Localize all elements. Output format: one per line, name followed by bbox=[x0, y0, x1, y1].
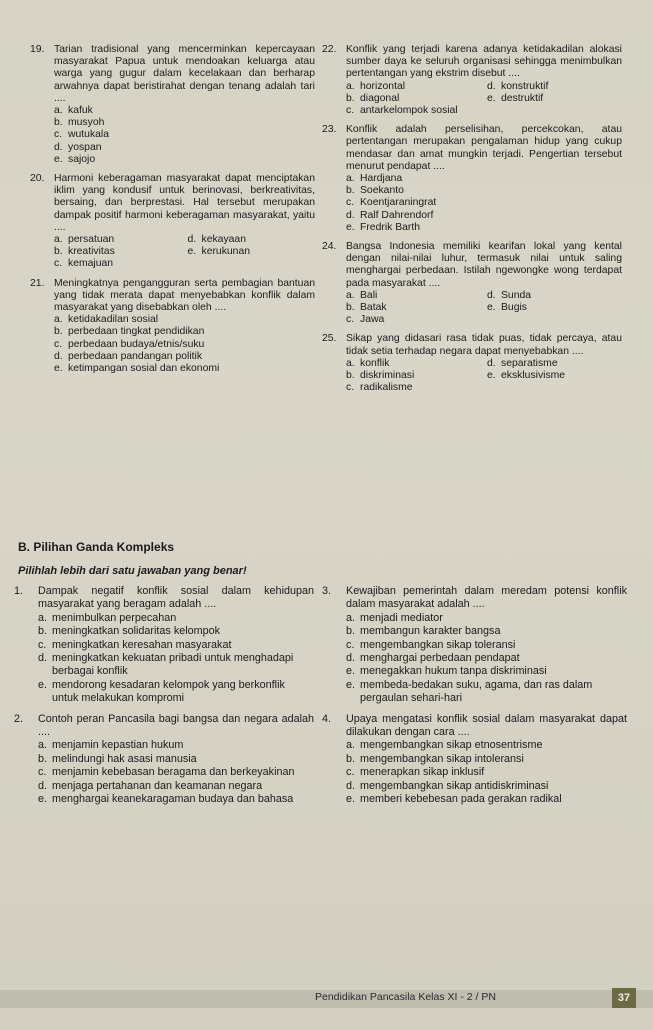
option-text: diagonal bbox=[360, 92, 400, 104]
option-letter: d. bbox=[38, 652, 48, 665]
option-list bbox=[346, 612, 627, 706]
option-letter: b. bbox=[54, 326, 63, 338]
answer-option bbox=[188, 246, 316, 258]
answer-option bbox=[346, 358, 481, 370]
option-letter: a. bbox=[54, 105, 63, 117]
question-stem bbox=[30, 173, 315, 234]
section-b-instruction: Pilihlah lebih dari satu jawaban yang benar! bbox=[18, 565, 247, 577]
option-text: memberi kebebesan pada gerakan radikal bbox=[360, 793, 562, 806]
answer-option bbox=[54, 154, 315, 166]
question-stem bbox=[322, 44, 622, 81]
option-letter: b. bbox=[38, 625, 48, 638]
option-text: menghargai keanekaragaman budaya dan bahasa bbox=[52, 793, 294, 806]
option-text: musyoh bbox=[68, 117, 105, 129]
option-text: mendorong kesadaran kelompok yang berkonflik untuk melakukan kompromi bbox=[52, 678, 285, 705]
answer-option bbox=[54, 314, 315, 326]
section-b-title: B. Pilihan Ganda Kompleks bbox=[18, 540, 175, 554]
question-stem bbox=[322, 333, 622, 357]
option-text: meningkatkan solidaritas kelompok bbox=[52, 625, 221, 638]
page-number: 37 bbox=[612, 988, 636, 1008]
answer-option bbox=[346, 314, 481, 326]
answer-option bbox=[346, 766, 627, 779]
answer-option bbox=[38, 652, 314, 679]
option-letter: e. bbox=[54, 153, 63, 165]
option-list bbox=[38, 612, 314, 706]
footer-text: Pendidikan Pancasila Kelas XI - 2 / PN bbox=[315, 991, 496, 1003]
answer-option bbox=[346, 370, 481, 382]
option-grid bbox=[346, 358, 622, 395]
option-letter: b. bbox=[346, 625, 356, 638]
answer-option bbox=[346, 210, 622, 222]
option-letter: a. bbox=[346, 357, 355, 369]
option-letter: d. bbox=[487, 357, 496, 369]
option-text: diskriminasi bbox=[360, 370, 415, 382]
option-letter: a. bbox=[54, 314, 63, 326]
option-text: wutukala bbox=[68, 129, 110, 141]
answer-option bbox=[54, 105, 315, 117]
answer-option bbox=[38, 639, 314, 652]
option-letter: b. bbox=[346, 185, 355, 197]
answer-option bbox=[346, 753, 627, 766]
option-text: kemajuan bbox=[68, 258, 114, 270]
answer-option bbox=[38, 753, 314, 766]
answer-option bbox=[346, 382, 481, 394]
answer-option bbox=[346, 173, 622, 185]
answer-option bbox=[54, 234, 182, 246]
option-text: menghargai perbedaan pendapat bbox=[360, 652, 520, 665]
option-letter: c. bbox=[54, 258, 63, 270]
option-letter: b. bbox=[38, 752, 48, 765]
question-stem bbox=[322, 713, 627, 740]
answer-option bbox=[38, 766, 314, 779]
answer-option bbox=[346, 222, 622, 234]
option-letter: c. bbox=[346, 197, 355, 209]
option-letter: a. bbox=[346, 80, 355, 92]
option-letter: c. bbox=[54, 338, 63, 350]
answer-option bbox=[54, 246, 182, 258]
option-text: Fredrik Barth bbox=[360, 221, 421, 233]
question-stem bbox=[14, 713, 314, 740]
option-text: mengembangkan sikap intoleransi bbox=[360, 752, 524, 765]
question-number: 22. bbox=[322, 44, 337, 55]
option-letter: c. bbox=[38, 766, 47, 779]
option-letter: a. bbox=[54, 234, 63, 246]
answer-option bbox=[38, 793, 314, 806]
option-letter: d. bbox=[487, 289, 496, 301]
section-b-left-column bbox=[14, 585, 314, 814]
option-letter: e. bbox=[487, 370, 496, 382]
option-text: antarkelompok sosial bbox=[360, 105, 458, 117]
option-letter: c. bbox=[346, 638, 355, 651]
answer-option bbox=[487, 302, 622, 314]
option-text: Bugis bbox=[501, 302, 527, 314]
question-stem bbox=[322, 241, 622, 290]
question-text: Konflik adalah perselisihan, percekcokan, atau pertentangan merupakan pengalaman hidup yang cukup mendasar dan amat mungkin terjadi. Pengertian tersebut menurut pendapat .... bbox=[346, 124, 622, 172]
option-letter: e. bbox=[346, 793, 356, 806]
answer-option bbox=[346, 793, 627, 806]
answer-option bbox=[54, 351, 315, 363]
answer-option bbox=[54, 363, 315, 375]
option-text: Hardjana bbox=[360, 173, 403, 185]
option-text: kreativitas bbox=[68, 246, 115, 258]
option-letter: d. bbox=[54, 350, 63, 362]
section-a-right-column bbox=[322, 44, 622, 401]
option-letter bbox=[487, 105, 501, 117]
answer-option bbox=[346, 290, 481, 302]
answer-option bbox=[487, 370, 622, 382]
question-item bbox=[14, 585, 314, 706]
answer-option bbox=[346, 665, 627, 678]
question-text: Upaya mengatasi konflik sosial dalam masyarakat dapat dilakukan dengan cara .... bbox=[346, 712, 627, 739]
option-text: radikalisme bbox=[360, 382, 413, 394]
question-item bbox=[322, 44, 622, 117]
option-list bbox=[54, 105, 315, 166]
question-text: Bangsa Indonesia memiliki kearifan lokal yang kental dengan nilai-nilai luhur, termasuk nilai untuk saling menghargai perbedaan. Istilah ngewongke wong terdapat pada masyarakat .... bbox=[346, 241, 622, 289]
option-text: menjaga pertahanan dan keamanan negara bbox=[52, 779, 263, 792]
option-text: mengembangkan sikap antidiskriminasi bbox=[360, 779, 549, 792]
option-text: Sunda bbox=[501, 289, 532, 301]
answer-option bbox=[346, 185, 622, 197]
option-letter: d. bbox=[54, 141, 63, 153]
answer-option bbox=[38, 612, 314, 625]
option-text: meningkatkan kekuatan pribadi untuk menghadapi berbagai konflik bbox=[52, 652, 294, 678]
option-text: perbedaan budaya/etnis/suku bbox=[68, 338, 205, 350]
answer-option bbox=[188, 234, 316, 246]
option-text: ketidakadilan sosial bbox=[68, 314, 159, 326]
option-letter: d. bbox=[487, 80, 496, 92]
option-letter: c. bbox=[38, 638, 47, 651]
option-letter: e. bbox=[346, 221, 355, 233]
option-text: Soekanto bbox=[360, 185, 404, 197]
option-letter: e. bbox=[487, 92, 496, 104]
question-text: Sikap yang didasari rasa tidak puas, tidak percaya, atau tidak setia terhadap negara dapat menyebabkan .... bbox=[346, 333, 622, 357]
option-text: menimbulkan perpecahan bbox=[52, 611, 177, 624]
option-letter: c. bbox=[54, 129, 63, 141]
answer-option bbox=[38, 679, 314, 706]
option-letter: a. bbox=[346, 739, 356, 752]
question-item bbox=[30, 173, 315, 271]
question-item bbox=[322, 333, 622, 394]
question-text: Meningkatnya pengangguran serta pembagian bantuan yang tidak merata dapat menyebabkan konflik dalam masyarakat yang disebabkan oleh .... bbox=[54, 277, 315, 314]
option-letter: e. bbox=[38, 678, 48, 691]
option-letter: d. bbox=[187, 234, 197, 246]
answer-option bbox=[346, 679, 627, 706]
option-letter: b. bbox=[346, 752, 356, 765]
option-list bbox=[346, 739, 627, 806]
section-a-left-column bbox=[30, 44, 315, 382]
option-text: Ralf Dahrendorf bbox=[360, 209, 434, 221]
answer-option bbox=[54, 142, 315, 154]
question-item bbox=[322, 585, 627, 706]
answer-option bbox=[346, 780, 627, 793]
option-text: menerapkan sikap inklusif bbox=[360, 766, 485, 779]
question-text: Kewajiban pemerintah dalam meredam potensi konflik dalam masyarakat adalah .... bbox=[346, 585, 627, 611]
option-letter: d. bbox=[38, 779, 48, 792]
answer-option bbox=[38, 739, 314, 752]
answer-option bbox=[188, 258, 316, 270]
answer-option bbox=[346, 612, 627, 625]
answer-option bbox=[346, 652, 627, 665]
question-stem bbox=[322, 124, 622, 173]
option-letter: b. bbox=[54, 246, 63, 258]
answer-option bbox=[38, 625, 314, 638]
option-text: separatisme bbox=[501, 357, 558, 369]
option-text: menjadi mediator bbox=[360, 611, 443, 624]
option-letter: e. bbox=[487, 302, 496, 314]
answer-option bbox=[487, 358, 622, 370]
option-letter: a. bbox=[346, 289, 355, 301]
question-number: 21. bbox=[30, 277, 45, 289]
answer-option bbox=[487, 290, 622, 302]
option-text: membeda-bedakan suku, agama, dan ras dalam pergaulan sehari-hari bbox=[360, 678, 593, 705]
question-number: 23. bbox=[322, 124, 337, 136]
question-text: Harmoni keberagaman masyarakat dapat menciptakan iklim yang kondusif untuk berinovasi, berkreativitas, bersaing, dan berprestasi. Hal tersebut merupakan dampak positif harmoni keberagaman masyarakat, yaitu .... bbox=[54, 173, 315, 233]
option-text: konstruktif bbox=[501, 80, 549, 92]
option-letter: c. bbox=[346, 105, 355, 117]
question-stem bbox=[14, 585, 314, 612]
answer-option bbox=[346, 81, 481, 93]
question-text: Dampak negatif konflik sosial dalam kehidupan masyarakat yang beragam adalah .... bbox=[38, 585, 314, 611]
question-text: Tarian tradisional yang mencerminkan kepercayaan masyarakat Papua untuk mendoakan keluarga atau warga yang gugur dalam kecelakaan dan berharap arwahnya dapat beristirahat dengan tenang adalah tari .... bbox=[54, 44, 315, 104]
question-number: 25. bbox=[322, 333, 337, 345]
option-text: menegakkan hukum tanpa diskriminasi bbox=[360, 665, 547, 678]
option-text: ketimpangan sosial dan ekonomi bbox=[68, 363, 220, 375]
option-text: yospan bbox=[68, 141, 102, 153]
option-text: destruktif bbox=[501, 92, 544, 104]
option-letter: b. bbox=[346, 370, 355, 382]
answer-option bbox=[487, 93, 622, 105]
option-text: Jawa bbox=[360, 314, 385, 326]
option-text: perbedaan pandangan politik bbox=[68, 350, 203, 362]
question-text: Contoh peran Pancasila bagi bangsa dan negara adalah .... bbox=[38, 712, 314, 739]
option-letter: d. bbox=[346, 652, 356, 665]
option-letter: e. bbox=[54, 363, 63, 375]
option-text: perbedaan tingkat pendidikan bbox=[68, 326, 205, 338]
option-letter: a. bbox=[38, 611, 48, 624]
option-letter: b. bbox=[346, 92, 355, 104]
option-grid bbox=[346, 290, 622, 327]
question-number: 4. bbox=[322, 712, 332, 725]
question-item bbox=[30, 44, 315, 166]
option-text: kekayaan bbox=[201, 234, 246, 246]
option-text: horizontal bbox=[360, 80, 406, 92]
option-text: meningkatkan keresahan masyarakat bbox=[52, 638, 232, 651]
option-letter bbox=[487, 382, 501, 394]
option-text: Batak bbox=[360, 302, 387, 314]
answer-option bbox=[346, 639, 627, 652]
option-text: konflik bbox=[360, 357, 390, 369]
option-letter bbox=[487, 314, 501, 326]
option-text: kafuk bbox=[68, 105, 93, 117]
question-stem bbox=[30, 278, 315, 315]
option-grid bbox=[54, 234, 315, 271]
answer-option bbox=[346, 739, 627, 752]
option-grid bbox=[346, 81, 622, 118]
question-item bbox=[322, 124, 622, 234]
question-stem bbox=[30, 44, 315, 105]
question-number: 24. bbox=[322, 241, 337, 253]
question-stem bbox=[322, 585, 627, 612]
option-text: melindungi hak asasi manusia bbox=[52, 752, 197, 765]
option-letter: c. bbox=[346, 766, 355, 779]
answer-option bbox=[38, 780, 314, 793]
answer-option bbox=[346, 105, 481, 117]
option-letter: d. bbox=[346, 209, 355, 221]
option-letter: b. bbox=[54, 117, 63, 129]
option-letter: c. bbox=[346, 382, 355, 394]
option-text: menjamin kepastian hukum bbox=[52, 739, 184, 752]
option-letter bbox=[188, 258, 202, 270]
answer-option bbox=[487, 105, 622, 117]
option-letter: b. bbox=[346, 302, 355, 314]
answer-option bbox=[487, 81, 622, 93]
question-number: 3. bbox=[322, 585, 332, 597]
question-item bbox=[14, 713, 314, 807]
option-text: Koentjaraningrat bbox=[360, 197, 437, 209]
answer-option bbox=[346, 93, 481, 105]
option-text: menjamin kebebasan beragama dan berkeyakinan bbox=[52, 766, 295, 779]
option-letter: e. bbox=[187, 246, 197, 258]
question-number: 19. bbox=[30, 44, 45, 55]
option-text: mengembangkan sikap toleransi bbox=[360, 638, 516, 651]
section-b-right-column bbox=[322, 585, 627, 814]
option-letter: a. bbox=[346, 173, 355, 185]
option-letter: e. bbox=[346, 678, 356, 691]
option-text: membangun karakter bangsa bbox=[360, 625, 501, 638]
option-letter: d. bbox=[346, 779, 356, 792]
option-text: mengembangkan sikap etnosentrisme bbox=[360, 739, 543, 752]
question-item bbox=[30, 278, 315, 376]
option-letter: a. bbox=[346, 611, 356, 624]
option-text: kerukunan bbox=[201, 246, 251, 258]
question-item bbox=[322, 713, 627, 807]
option-letter: e. bbox=[346, 665, 356, 678]
option-list bbox=[346, 173, 622, 234]
answer-option bbox=[346, 302, 481, 314]
answer-option bbox=[54, 258, 182, 270]
answer-option bbox=[54, 339, 315, 351]
answer-option bbox=[346, 625, 627, 638]
option-text: eksklusivisme bbox=[501, 370, 566, 382]
question-item bbox=[322, 241, 622, 326]
option-letter: c. bbox=[346, 314, 355, 326]
answer-option bbox=[487, 314, 622, 326]
answer-option bbox=[346, 197, 622, 209]
option-text: persatuan bbox=[68, 234, 115, 246]
question-number: 1. bbox=[14, 585, 24, 597]
answer-option bbox=[54, 326, 315, 338]
option-list bbox=[38, 739, 314, 806]
answer-option bbox=[54, 117, 315, 129]
question-number: 2. bbox=[14, 712, 24, 725]
question-number: 20. bbox=[30, 173, 45, 185]
answer-option bbox=[487, 382, 622, 394]
question-text: Konflik yang terjadi karena adanya ketidakadilan alokasi sumber daya ke seluruh organisasi sehingga menimbulkan pertentangan yang ekstrim disebut .... bbox=[346, 44, 622, 80]
answer-option bbox=[54, 129, 315, 141]
option-list bbox=[54, 314, 315, 375]
option-text: sajojo bbox=[68, 153, 96, 165]
option-text: Bali bbox=[360, 289, 378, 301]
option-letter: a. bbox=[38, 739, 48, 752]
option-letter: e. bbox=[38, 793, 48, 806]
